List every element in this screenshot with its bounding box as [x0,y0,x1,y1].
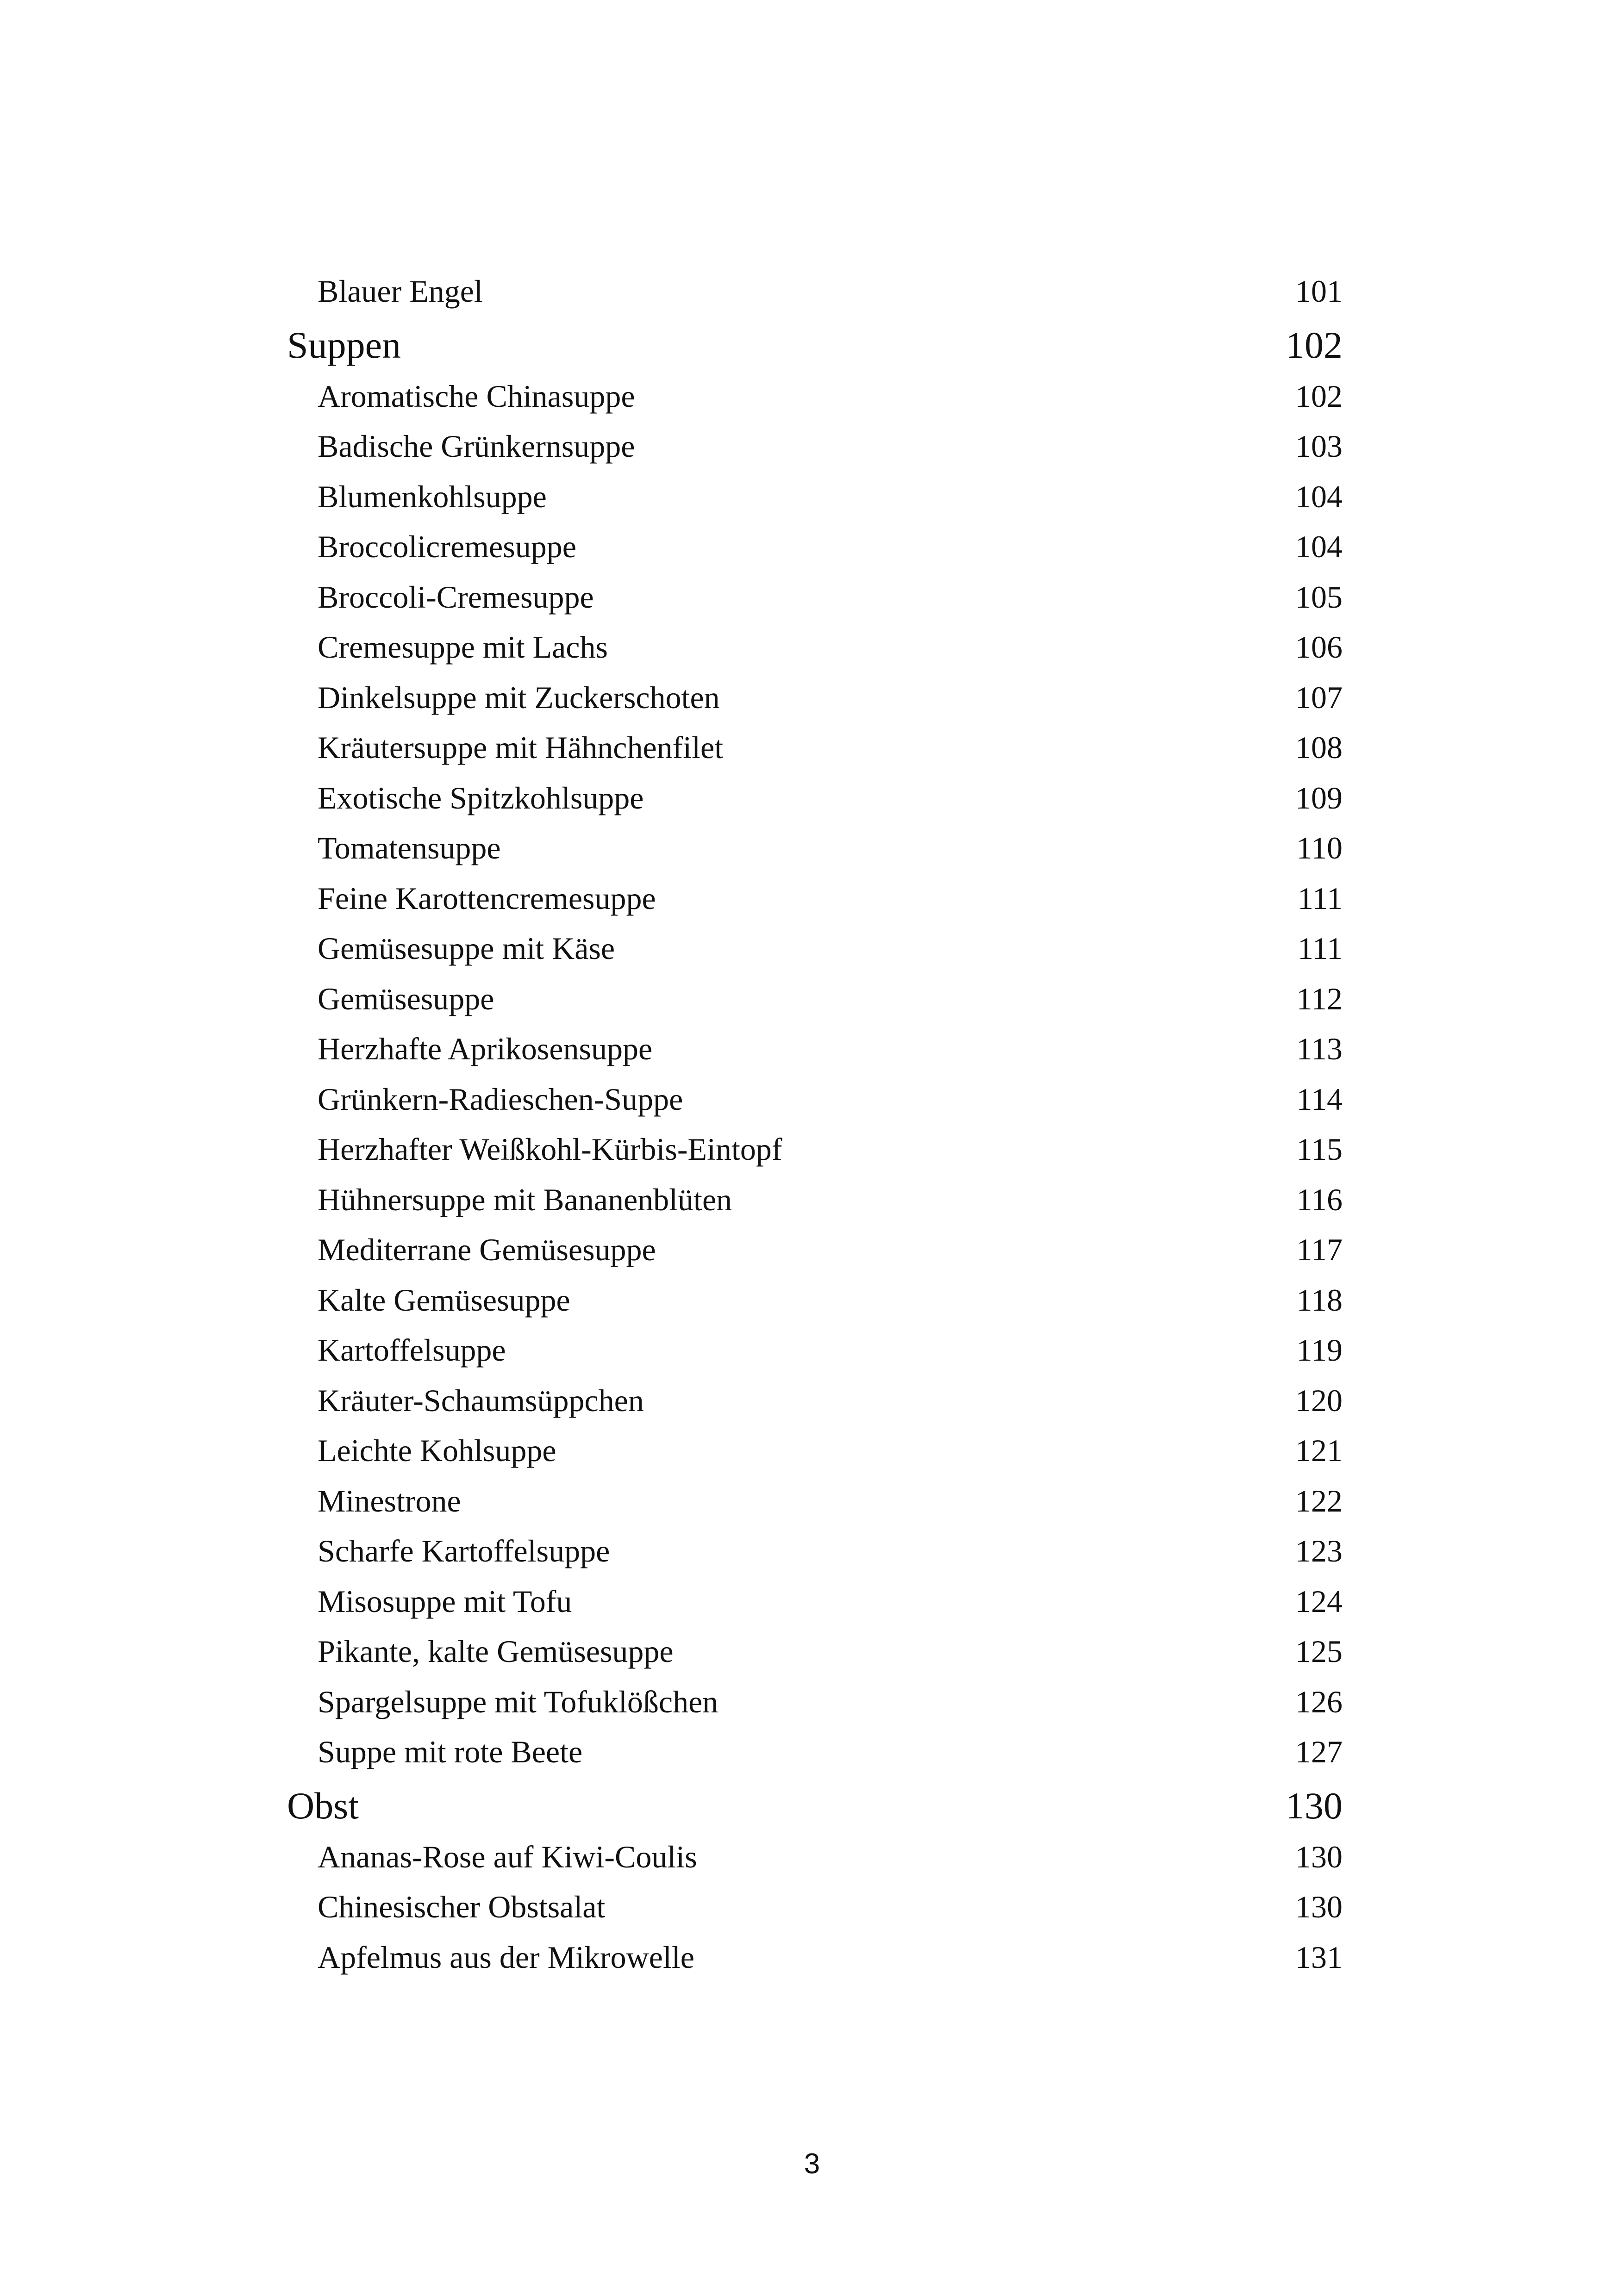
toc-entry-title: Herzhafte Aprikosensuppe [318,1031,653,1066]
toc-entry-title: Kalte Gemüsesuppe [318,1282,570,1318]
toc-entry [287,880,1343,931]
toc-entry-title: Mediterrane Gemüsesuppe [318,1232,656,1267]
toc-page-number: 118 [1296,1282,1343,1318]
toc-entry-title: Apfelmus aus der Mikrowelle [318,1939,694,1975]
toc-page-number: 106 [1295,629,1343,665]
toc-page-number: 123 [1295,1533,1343,1568]
toc-page-number: 130 [1295,1889,1343,1924]
toc-page-number: 117 [1296,1232,1343,1267]
toc-page-number: 124 [1295,1583,1343,1619]
toc-entry-title: Herzhafter Weißkohl-Kürbis-Eintopf [318,1132,782,1167]
toc-page-number: 122 [1295,1483,1343,1518]
toc-entry-title: Ananas-Rose auf Kiwi-Coulis [318,1839,697,1874]
toc-entry [287,529,1343,579]
toc-entry [287,1633,1343,1684]
toc-entry-title: Pikante, kalte Gemüsesuppe [318,1634,674,1669]
toc-entry [287,629,1343,679]
toc-entry [287,780,1343,830]
toc-entry [287,1332,1343,1382]
toc-entry-title: Aromatische Chinasuppe [318,378,635,414]
toc-entry [287,1232,1343,1282]
toc-entry-title: Broccolicremesuppe [318,529,576,564]
toc-page-number: 130 [1286,1784,1343,1827]
toc-page-number: 113 [1296,1031,1343,1066]
toc-page-number: 131 [1295,1939,1343,1975]
toc-entry-title: Dinkelsuppe mit Zuckerschoten [318,679,720,715]
toc-entry [287,679,1343,730]
toc-entry [287,1734,1343,1784]
toc-entry-title: Grünkern-Radieschen-Suppe [318,1081,683,1117]
toc-entry [287,1182,1343,1232]
toc-entry [287,1131,1343,1182]
toc-page-number: 111 [1298,931,1343,966]
toc-page-number: 115 [1296,1132,1343,1167]
table-of-contents [287,273,1343,1989]
toc-page-number: 116 [1296,1182,1343,1217]
toc-entry [287,981,1343,1031]
toc-entry-title: Feine Karottencremesuppe [318,880,656,916]
toc-entry-title: Leichte Kohlsuppe [318,1433,556,1468]
toc-section-heading [287,1784,1343,1839]
toc-page-number: 102 [1286,324,1343,366]
toc-entry [287,1282,1343,1332]
toc-entry-title: Cremesuppe mit Lachs [318,629,608,665]
toc-page-number: 103 [1295,429,1343,464]
toc-entry [287,1382,1343,1433]
toc-entry-title: Suppe mit rote Beete [318,1734,583,1769]
toc-page-number: 104 [1295,479,1343,514]
toc-entry-title: Gemüsesuppe [318,981,494,1016]
toc-page-number: 120 [1295,1382,1343,1418]
toc-entry [287,1839,1343,1889]
toc-page-number: 102 [1295,378,1343,414]
toc-entry-title: Blauer Engel [318,274,483,309]
toc-entry-title: Gemüsesuppe mit Käse [318,931,615,966]
toc-entry-title: Tomatensuppe [318,830,501,865]
toc-section-heading [287,324,1343,378]
toc-entry [287,1031,1343,1081]
toc-entry-title: Broccoli-Cremesuppe [318,579,594,615]
toc-entry-title: Blumenkohlsuppe [318,479,547,514]
page-number: 3 [804,2148,820,2180]
toc-entry-title: Badische Grünkernsuppe [318,429,635,464]
toc-entry [287,1583,1343,1634]
toc-entry [287,273,1343,324]
toc-entry [287,1533,1343,1583]
toc-entry-title: Kräuter-Schaumsüppchen [318,1382,644,1418]
toc-entry-title: Minestrone [318,1483,461,1518]
toc-page-number: 111 [1298,880,1343,916]
toc-page-number: 107 [1295,679,1343,715]
toc-page-number: 104 [1295,529,1343,564]
toc-page-number: 127 [1295,1734,1343,1769]
toc-entry-title: Misosuppe mit Tofu [318,1583,572,1619]
toc-entry [287,930,1343,981]
toc-entry [287,1432,1343,1483]
toc-entry-title: Hühnersuppe mit Bananenblüten [318,1182,732,1217]
toc-entry [287,378,1343,429]
toc-entry [287,579,1343,629]
toc-entry [287,1684,1343,1734]
toc-page-number: 119 [1296,1332,1343,1368]
toc-section-title: Suppen [287,324,401,366]
toc-entry [287,1889,1343,1939]
toc-entry-title: Exotische Spitzkohlsuppe [318,780,644,815]
toc-page-number: 109 [1295,780,1343,815]
toc-page-number: 126 [1295,1684,1343,1719]
toc-entry [287,479,1343,529]
toc-page-number: 105 [1295,579,1343,615]
toc-entry [287,1483,1343,1533]
toc-page-number: 108 [1295,730,1343,765]
toc-section-title: Obst [287,1784,359,1827]
toc-page-number: 112 [1296,981,1343,1016]
toc-entry-title: Spargelsuppe mit Tofuklößchen [318,1684,718,1719]
toc-entry [287,1081,1343,1132]
toc-entry-title: Kartoffelsuppe [318,1332,506,1368]
toc-entry-title: Chinesischer Obstsalat [318,1889,606,1924]
toc-entry [287,428,1343,479]
toc-entry [287,1939,1343,1990]
toc-entry [287,830,1343,880]
toc-page-number: 125 [1295,1634,1343,1669]
toc-page-number: 130 [1295,1839,1343,1874]
toc-page-number: 101 [1295,274,1343,309]
toc-entry-title: Kräutersuppe mit Hähnchenfilet [318,730,724,765]
toc-page-number: 114 [1296,1081,1343,1117]
toc-page-number: 121 [1295,1433,1343,1468]
toc-page-number: 110 [1296,830,1343,865]
toc-entry [287,729,1343,780]
toc-entry-title: Scharfe Kartoffelsuppe [318,1533,610,1568]
